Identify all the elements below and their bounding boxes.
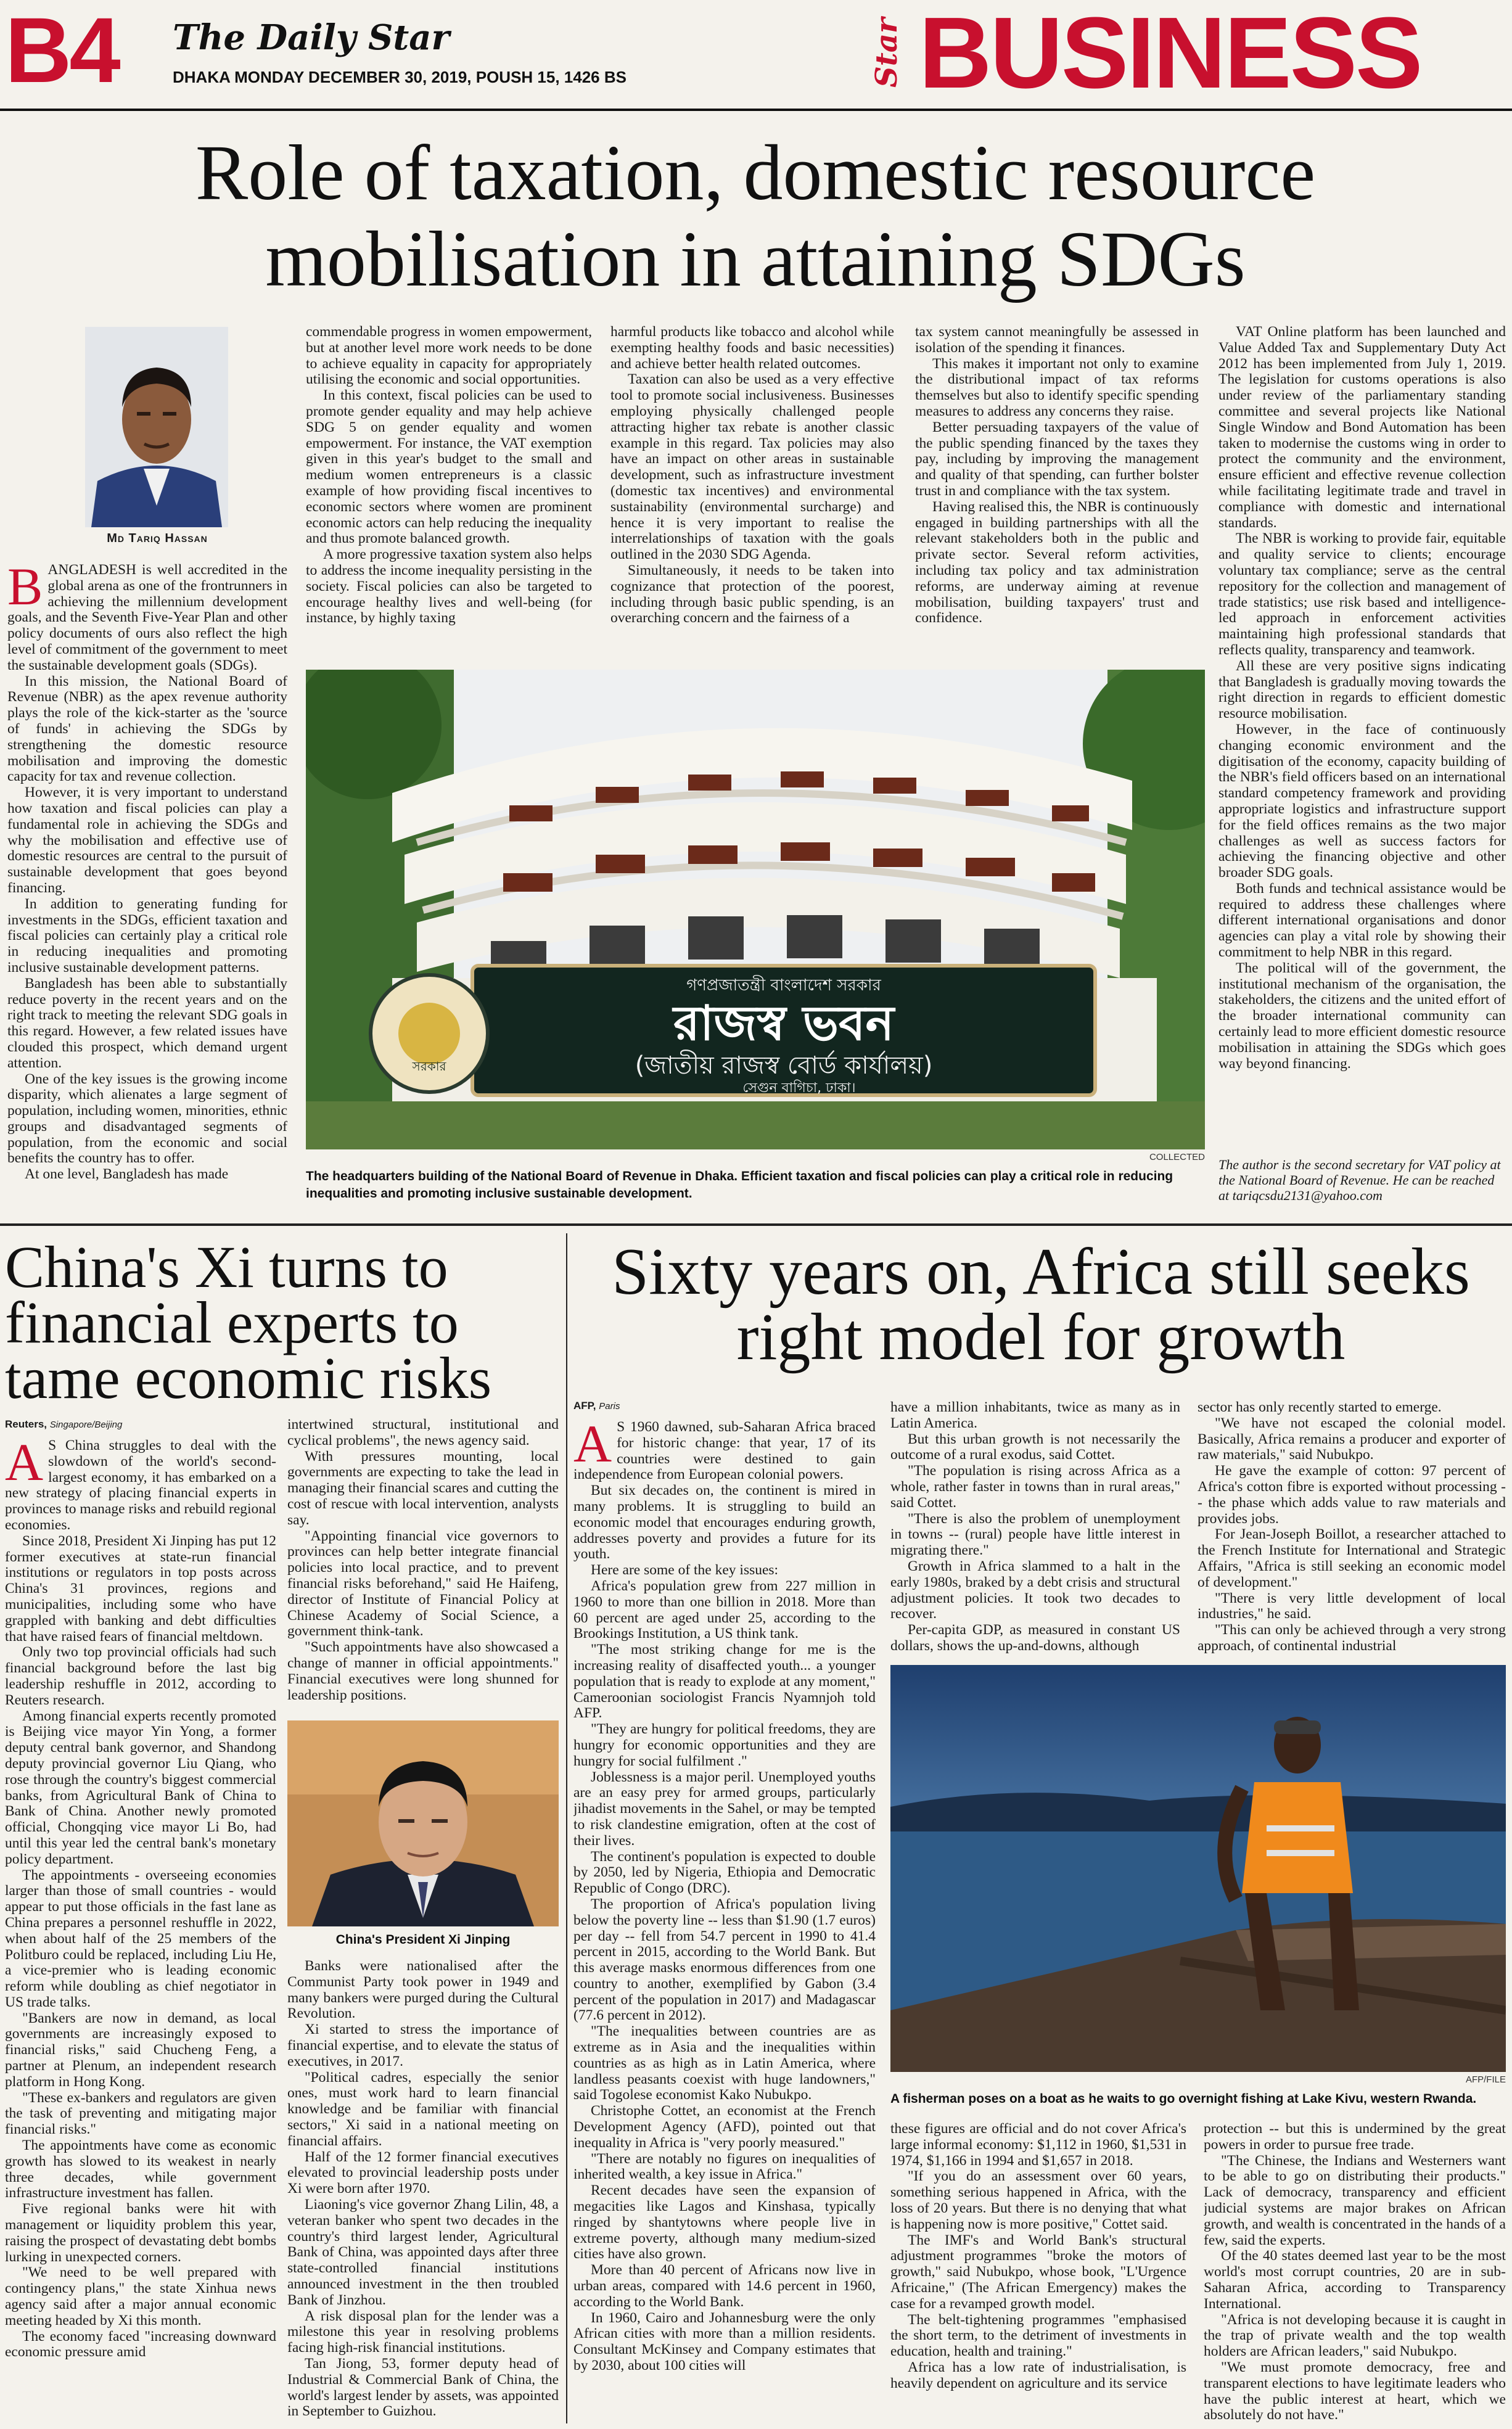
paragraph: A more progressive taxation system also helps to address the income inequality persisting in the society. Fiscal policies can also be targeted to encourage healthy lives and well-being (for instance, by highly taxing [306, 546, 592, 627]
paragraph: But this urban growth is not necessarily the outcome of a rural exodus, said Cottet. [890, 1431, 1180, 1463]
article3-column-4 [890, 2121, 1186, 2425]
paragraph: The appointments have come as economic growth has slowed to its weakest in nearly three decades, while government infrastructure investment has fallen. [5, 2137, 276, 2201]
paragraph: In this mission, the National Board of Revenue (NBR) as the apex revenue authority plays the role of the kick-starter as the 'source of funds' in achieving the SDGs by strengthening the domestic resource mobilisation and improving the domestic capacity for tax and revenue collection. [7, 673, 287, 785]
drop-cap: B [7, 562, 43, 616]
paragraph: Both funds and technical assistance would be required to address these challenges where different international organisations and donor agencies can play a vital role by showing their commitment to help NBR in this regard. [1218, 880, 1506, 961]
paragraph: these figures are official and do not cover Africa's large informal economy: $1,112 in 1960, $1,531 in 1974, $1,166 in 1994 and $1,657 in 2018. [890, 2121, 1186, 2169]
paragraph: "There is very little development of local industries," he said. [1198, 1590, 1506, 1622]
paragraph: "If you do an assessment over 60 years, something serious happened in Africa, with the loss of 20 years. But there is no denying that what is happening now is more positive," Cottet said. [890, 2168, 1186, 2232]
paragraph: "They are hungry for political freedoms, they are hungry for economic opportunities and they are hungry for social fulfilment ." [573, 1721, 876, 1769]
paragraph: Liaoning's vice governor Zhang Lilin, 48, a veteran banker who spent two decades in the country's third largest lender, Agricultural Bank of China, was appointed days after three state-controlled financial institutions announced investment in the then troubled Bank of Jinzhou. [287, 2196, 559, 2308]
paragraph: "Political cadres, especially the senior ones, must work hard to learn financial knowledge and be familiar with financial sectors," Xi said in a national meeting on financial affairs. [287, 2069, 559, 2149]
paragraph: The continent's population is expected to double by 2050, led by Nigeria, Ethiopia and Democratic Republic of Congo (DRC). [573, 1848, 876, 1897]
paragraph: Among financial experts recently promoted is Beijing vice mayor Yin Yong, a former deputy central bank governor, and Shandong deputy provincial governor Liu Qiang, who rose through the country's biggest commercial banks, from Agricultural Bank of China to Bank of China. Another newly promoted official, Chongqing vice mayor Li Bo, had until this year led the central bank's monetary policy department. [5, 1708, 276, 1867]
photo-credit: AFP/FILE [1465, 2074, 1506, 2085]
paragraph: Five regional banks were hit with management or liquidity problem this year, raising the prospect of devastating debt bombs lurking in unexpected corners. [5, 2201, 276, 2265]
nbr-building-photo [306, 670, 1205, 1149]
paragraph: Banks were nationalised after the Communist Party took power in 1949 and many bankers were purged during the Cultural Revolution. [287, 1958, 559, 2022]
paragraph: Taxation can also be used as a very effective tool to promote social inclusiveness. Businesses employing physically challenged people attracting higher tax rebate is another classic example in this regard. Tax policies may also have an impact on other areas in sustainable development, such as infrastructure investment (domestic tax incentives) and environmental sustainability (environmental surcharge) and hence it is very important to realise the interrelationships of taxation with the goals outlined in the 2030 SDG Agenda. [610, 371, 894, 563]
agency: Reuters, [5, 1418, 47, 1430]
paragraph: "Bankers are now in demand, as local governments are increasingly exposed to financial risks," said Chucheng Feng, a partner at Plenum, an independent research platform in Hong Kong. [5, 2010, 276, 2090]
article1-column-5 [1218, 324, 1506, 1145]
paragraph: The economy faced "increasing downward economic pressure amid [5, 2328, 276, 2361]
paragraph: More than 40 percent of Africans now live in urban areas, compared with 14.6 percent in 1960, according to the World Bank. [573, 2262, 876, 2310]
page-number: B4 [5, 0, 118, 102]
article1-column-1 [7, 562, 287, 1210]
article2-headline: China's Xi turns to financial experts to tame economic risks [5, 1234, 492, 1411]
place: Singapore/Beijing [49, 1420, 123, 1430]
paragraph: Only two top provincial officials had such financial background before the last big leadership reshuffle in 2012, according to Reuters research. [5, 1644, 276, 1708]
paragraph: "The Chinese, the Indians and Westerners want to be able to go on distributing their products." Lack of democracy, transparency and efficient judicial systems are major brakes on African growth, and wealth is concentrated in the hands of a few, said the experts. [1204, 2152, 1506, 2248]
photo-caption: The headquarters building of the National Board of Revenue in Dhaka. Efficient taxation and fiscal policies can play a critical role in reducing inequalities and promoting inclusive sustainable development. [306, 1169, 1173, 1201]
paragraph: protection -- but this is undermined by the great powers in order to pursue free trade. [1204, 2121, 1506, 2153]
paragraph: The IMF's and World Bank's structural adjustment programmes "broke the motors of growth," said Nubukpo, whose book, "L'Urgence Africaine," (The African Emergency) makes the case for a revamped growth model. [890, 2232, 1186, 2312]
paragraph: Recent decades have seen the expansion of megacities like Lagos and Kinshasa, typically ringed by shantytowns where people live in extreme poverty, although many medium-sized cities have also grown. [573, 2182, 876, 2263]
article1-column-2 [306, 324, 592, 664]
paragraph: S 1960 dawned, sub-Saharan Africa braced for historic change: that year, 17 of its countries were destined to gain independence from European colonial powers. [573, 1420, 876, 1483]
paragraph: The appointments - overseeing economies larger than those of small countries - would appear to put those officials in the fast lane as China prepares a personnel reshuffle in 2022, when about half of the 25 members of the Politburo could be replaced, including Liu He, a vice-premier who is leading economic reform while doubling as chief negotiator in US trade talks. [5, 1867, 276, 2010]
paragraph: S China struggles to deal with the slowdown of the world's second-largest economy, it has embarked on a new strategy of placing financial experts in provinces to manage risks and rebuild regional economies. [5, 1438, 276, 1533]
paragraph: commendable progress in women empowerment, but at another level more work needs to be done to achieve equality in capacity for appropriately utilising the economic and social opportunities. [306, 324, 592, 388]
author-photo [85, 327, 228, 527]
paragraph: The political will of the government, the institutional mechanism of the organisation, the stakeholders, the citizens and the united effort of the broader international community can certainly lead to more efficient domestic resource mobilisation in attaining the SDGs which goes way beyond financing. [1218, 960, 1506, 1072]
emblem-label: সরকার [412, 1059, 446, 1074]
article3-column-3 [1198, 1400, 1506, 1659]
article2-dateline [5, 1418, 122, 1431]
paragraph: tax system cannot meaningfully be assessed in isolation of the spending it finances. [915, 324, 1199, 356]
paragraph: "These ex-bankers and regulators are given the task of preventing and mitigating major financial risks." [5, 2089, 276, 2138]
paragraph: Bangladesh has been able to substantially reduce poverty in the recent years and on the right track to meeting the relevant SDG goals in this regard. However, a few related issues have clouded this prospect, which demand urgent attention. [7, 975, 287, 1071]
paragraph: Xi started to stress the importance of financial expertise, and to elevate the status of executives, in 2017. [287, 2021, 559, 2069]
vertical-rule [566, 1233, 567, 2423]
paragraph: One of the key issues is the growing income disparity, which alienates a large segment of population, including women, minorities, ethnic groups and disadvantaged segments of population, from the economic and social benefits the country has to offer. [7, 1071, 287, 1167]
paragraph: Joblessness is a major peril. Unemployed youths are an easy prey for armed groups, particularly jihadist movements in the Sahel, or may be tempted to risk clandestine emigration, often at the cost of their lives. [573, 1769, 876, 1849]
article3-headline: Sixty years on, Africa still seeks right model for growth [612, 1235, 1470, 1374]
paragraph: The proportion of Africa's population living below the poverty line -- less than $1.90 (1.7 euros) per day -- fell from 54.7 percent in 1990 to 41.4 percent in 2015, according to the World Bank. But this average masks enormous differences from one country to another, exemplified by Gabon (3.4 percent of the population in 2017) and Madagascar (77.6 percent in 2012). [573, 1896, 876, 2024]
paragraph: Half of the 12 former financial executives elevated to provincial leadership posts under Xi were born after 1970. [287, 2148, 559, 2197]
newspaper-name: The Daily Star [173, 17, 450, 58]
paragraph: Since 2018, President Xi Jinping has put 12 former executives at state-run financial institutions or regulators in top posts across China's 31 provinces, regions and municipalities, including some who have grappled with banking and debt difficulties that have raised fears of financial meltdown. [5, 1532, 276, 1645]
xi-jinping-photo [287, 1720, 559, 1926]
section-title: BUSINESS [919, 0, 1421, 109]
paragraph: But six decades on, the continent is mired in many problems. It is struggling to build an economic model that encourages enduring growth, addresses poverty and provides a future for its youth. [573, 1482, 876, 1563]
horizontal-rule [0, 1223, 1512, 1226]
paragraph: Simultaneously, it needs to be taken into cognizance that protection of the poorest, including through basic public spending, is an overarching concern and the fairness of a [610, 562, 894, 627]
sign-line-2: রাজস্ব ভবন [673, 996, 895, 1051]
paragraph: ANGLADESH is well accredited in the global arena as one of the frontrunners in achieving the millennium development goals, and the Seventh Five-Year Plan and other policy documents of ours also reflect the high level of commitment of the government to meet the sustainable development goals (SDGs). [7, 562, 287, 673]
paragraph: He gave the example of cotton: 97 percent of Africa's cotton fibre is exported without processing -- the phase which adds value to raw materials and provides jobs. [1198, 1463, 1506, 1527]
paragraph: Growth in Africa slammed to a halt in the early 1980s, braked by a debt crisis and structural adjustment policies. It took two decades to recover. [890, 1558, 1180, 1622]
paragraph: Tan Jiong, 53, former deputy head of Industrial & Commercial Bank of China, the world's largest lender by assets, was appointed in September to Guizhou. [287, 2355, 559, 2420]
article1-column-4 [915, 324, 1199, 664]
agency: AFP, [573, 1400, 596, 1412]
paragraph: Here are some of the key issues: [591, 1562, 779, 1579]
paragraph: Africa has a low rate of industrialisation, is heavily dependent on agriculture and its service [890, 2359, 1186, 2391]
paragraph: In addition to generating funding for investments in the SDGs, efficient taxation and fiscal policies can certainly play a critical role in reducing inequalities and promoting inclusive sustainable development patterns. [7, 895, 287, 976]
paragraph: "We have not escaped the colonial model. Basically, Africa remains a producer and exporter of raw materials," said Nubukpo. [1198, 1415, 1506, 1463]
paragraph: In 1960, Cairo and Johannesburg were the only African cities with more than a million residents. Consultant McKinsey and Company estimates that by 2030, about 100 cities will [573, 2309, 876, 2374]
paragraph: In this context, fiscal policies can be used to promote gender equality and may help achieve SDG 5 on gender equality and women empowerment. For instance, the VAT exemption given in this year's budget to the small and medium women entrepreneurs is a classic example of how providing fiscal incentives to economic sectors where women are prominent economic actors can help reducing the inequality and thus promote balanced growth. [306, 387, 592, 547]
paragraph: Better persuading taxpayers of the value of the public spending financed by the taxes they pay, including by improving the management and quality of that spending, can further bolster trust in and compliance with the tax system. [915, 419, 1199, 499]
dateline: DHAKA MONDAY DECEMBER 30, 2019, POUSH 15, 1426 BS [173, 68, 627, 86]
paragraph: A risk disposal plan for the lender was a milestone this year in resolving problems facing high-risk financial institutions. [287, 2308, 559, 2356]
paragraph: "The most striking change for me is the increasing reality of disaffected youth... a younger population that is ready to explode at any moment," Cameroonian sociologist Francis Nyamnjoh told AFP. [573, 1642, 876, 1722]
sign-line-4: সেগুন বাগিচা, ঢাকা। [742, 1080, 856, 1096]
star-logo: Star [869, 17, 904, 88]
paragraph: "We must promote democracy, free and transparent elections to have legitimate leaders who have the public interest at heart, which we absolutely do not have." [1204, 2359, 1506, 2423]
paragraph: "The inequalities between countries are as extreme as in Asia and the inequalities within countries as as high as in Latin America, where landless peasants coexist with huge landowners," said Togolese economist Kako Nubukpo. [573, 2023, 876, 2103]
drop-cap: A [5, 1438, 44, 1492]
paragraph: "This can only be achieved through a very strong approach, of continental industrial [1198, 1622, 1506, 1654]
article3-dateline [573, 1400, 620, 1412]
paragraph: sector has only recently started to emerge. [1198, 1400, 1442, 1415]
paragraph: "The population is rising across Africa as a whole, rather faster in towns than in rural areas," said Cottet. [890, 1463, 1180, 1511]
paragraph: "Appointing financial vice governors to provinces can help better integrate financial policies into local practice, and to prevent financial risks beforehand," said He Haifeng, director of Institute of Financial Policy at Chinese Academy of Social Science, a government think-tank. [287, 1527, 559, 1640]
paragraph: At one level, Bangladesh has made [25, 1166, 229, 1183]
article2-column-2-bottom [287, 1958, 559, 2425]
article3-column-5 [1204, 2121, 1506, 2425]
paragraph: However, in the face of continuously changing economic environment and the digitisation of the economy, capacity building of the NBR's field officers based on an international standard competency framework and providing appropriate logistics and infrastructure support for the field offices remains as the two major challenges as well as success factors for achieving the financing objective and other broader SDG goals. [1218, 721, 1506, 881]
paragraph: Having realised this, the NBR is continuously engaged in building partnerships with all the relevant stakeholders both in the public and private sector. Several reform activities, including tax policy and tax administration reforms, are underway aiming at revenue mobilisation, building taxpayers' trust and confidence. [915, 498, 1199, 627]
paragraph: "We need to be well prepared with contingency plans," the state Xinhua news agency said after a major annual economic meeting headed by Xi this month. [5, 2264, 276, 2328]
place: Paris [599, 1401, 620, 1412]
paragraph: "There is also the problem of unemployment in towns -- (rural) people have little interest in migrating there." [890, 1510, 1180, 1559]
sign-line-1: গণপ্রজাতন্ত্রী বাংলাদেশ সরকার [686, 976, 881, 995]
paragraph: Per-capita GDP, as measured in constant US dollars, shows the up-and-downs, although [890, 1622, 1180, 1654]
paragraph: The belt-tightening programmes "emphasised the short term, to the detriment of investments in education, health and training." [890, 2311, 1186, 2360]
article1-headline: Role of taxation, domestic resource mobilisation in attaining SDGs [195, 129, 1316, 303]
paragraph: However, it is very important to understand how taxation and fiscal policies can play a fundamental role in achieving the SDGs and why the mobilisation and effective use of domestic resources are central to the pursuit of sustainable development that goes beyond financing. [7, 784, 287, 896]
fisherman-caption: A fisherman poses on a boat as he waits to go overnight fishing at Lake Kivu, western Rwanda. [890, 2092, 1477, 2106]
paragraph: "Africa is not developing because it is caught in the trap of private wealth and the top wealth holders are African leaders," said Nubukpo. [1204, 2311, 1506, 2360]
paragraph: Christophe Cottet, an economist at the French Development Agency (AFD), pointed out that inequality in Africa is "very poorly measured." [573, 2103, 876, 2151]
article2-column-1 [5, 1438, 276, 2425]
paragraph: Africa's population grew from 227 million in 1960 to more than one billion in 2018. More than 60 percent are aged under 25, according to the Brookings Institution, a US think tank. [573, 1577, 876, 1642]
article3-column-1 [573, 1420, 876, 2425]
paragraph: This makes it important not only to examine the distributional impact of tax reforms themselves but also to identify specific spending measures to address any concerns they raise. [915, 355, 1199, 419]
author-bio: The author is the second secretary for VAT policy at the National Board of Revenue. He can be reached at tariqcsdu2131@yahoo.com [1218, 1157, 1501, 1203]
article1-column-3 [610, 324, 894, 664]
paragraph: harmful products like tobacco and alcohol while exempting healthy foods and basic necessities) and achieve better health related outcomes. [610, 324, 894, 372]
author-byline: Md Tariq Hassan [107, 532, 208, 545]
drop-cap: A [573, 1420, 612, 1473]
paragraph: All these are very positive signs indicating that Bangladesh is gradually moving towards the right direction in regards to efficient domestic resource mobilisation. [1218, 657, 1506, 722]
masthead [0, 0, 1512, 111]
photo-credit: COLLECTED [1149, 1152, 1205, 1162]
paragraph: For Jean-Joseph Boillot, a researcher attached to the French Institute for International and Strategic Affairs, "Africa is still seeking an economic model of development." [1198, 1526, 1506, 1590]
paragraph: intertwined structural, institutional and cyclical problems", the news agency said. [287, 1417, 559, 1449]
paragraph: VAT Online platform has been launched and Value Added Tax and Supplementary Duty Act 2012 has been implemented from July 1, 2019. The legislation for customs operations is also under review of the parliamentary standing committee and several projects like National Single Window and Bond Automation has been taken to modernise the customs wing in order to protect the community and the environment, ensure efficient and effective revenue collection while facilitating legitimate trade and travel in compliance with domestic and international standards. [1218, 324, 1506, 531]
article2-column-2-top [287, 1417, 559, 1712]
paragraph: The NBR is working to provide fair, equitable and quality service to clients; encourage voluntary tax compliance; serve as the central repository for the collection and management of trade statistics; use risk based and intelligence-led approach in enforcement activities maintaining high professional standards that reflects quality, transparency and teamwork. [1218, 530, 1506, 658]
fisherman-photo [890, 1665, 1506, 2072]
paragraph: have a million inhabitants, twice as many as in Latin America. [890, 1400, 1180, 1431]
xi-photo-caption: China's President Xi Jinping [335, 1933, 511, 1947]
paragraph: With pressures mounting, local governments are expecting to take the lead in managing their financial scares and cutting the cost of rescue with local intervention, analysts say. [287, 1448, 559, 1528]
paragraph: "There are notably no figures on inequalities of inherited wealth, a key issue in Africa." [573, 2150, 876, 2183]
article3-column-2 [890, 1400, 1180, 1659]
paragraph: "Such appointments have also showcased a change of manner in official appointments." Financial executives were long shunned for leadership positions. [287, 1639, 559, 1703]
paragraph: Of the 40 states deemed last year to be the most world's most corrupt countries, 20 are in sub-Saharan Africa, according to Transparency International. [1204, 2248, 1506, 2312]
sign-line-3: (জাতীয় রাজস্ব বোর্ড কার্যালয়) [635, 1051, 933, 1080]
